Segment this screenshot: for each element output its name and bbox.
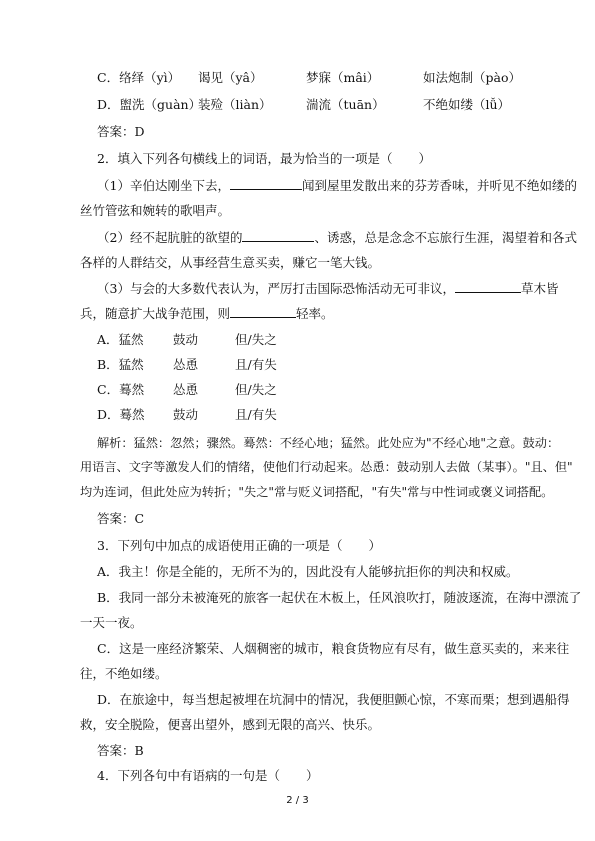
q2-option-c-2: 怂恿 (173, 382, 199, 397)
q2-answer: 答案：C (97, 511, 145, 526)
q2-s1-part-a: （1）辛伯达刚坐下去， (97, 178, 230, 193)
q1-option-d-4: 不绝如缕（lǚ） (423, 97, 511, 112)
q4-stem-close: ） (305, 768, 319, 783)
q2-analysis-line-3: 均为连词，但此处应为转折；"失之"常与贬义词搭配，"有失"常与中性词或褒义词搭配。 (80, 485, 554, 499)
q2-stem (97, 151, 431, 167)
q2-analysis-line-1: 解析：猛然：忽然；骤然。蓦然：不经心地；猛然。此处应为"不经心地"之意。鼓动： (97, 436, 560, 450)
q4-stem-text: 4．下列各句中有语病的一句是（ (97, 768, 280, 783)
q1-option-c-1: C．络绎（yì） (97, 70, 181, 85)
q2-stem-close: ） (418, 151, 431, 166)
q2-s2-blank (242, 230, 314, 242)
q2-option-b-1: B．猛然 (97, 357, 144, 372)
q2-option-a-2: 鼓动 (173, 332, 199, 347)
q3-stem-close: ） (368, 538, 381, 553)
q2-s3-part-c: 兵，随意扩大战争范围，则 (80, 306, 231, 321)
q3-option-d-continued: 救，安全脱险，便喜出望外，感到无限的高兴、快乐。 (80, 717, 381, 732)
q2-stem-text: 2．填入下列各句横线上的词语，最为恰当的一项是（ (97, 151, 393, 166)
q1-option-d-3: 湍流（tuān） (306, 97, 385, 112)
q2-option-d-3: 且/有失 (235, 407, 277, 422)
q2-s3-blank-1 (455, 281, 521, 293)
q2-option-c-1: C．蓦然 (97, 382, 145, 397)
q2-s2-continued: 各样的人群结交，从事经营生意买卖，赚它一笔大钱。 (80, 255, 381, 270)
page-number: 2 / 3 (286, 795, 309, 806)
q1-option-c-4: 如法炮制（pào） (423, 70, 521, 85)
q2-option-a-3: 但/失之 (235, 332, 277, 347)
q2-s1-part-b: 闻到屋里发散出来的芬芳香味，并听见不绝如缕的 (301, 178, 577, 193)
q2-option-b-2: 怂恿 (173, 357, 199, 372)
q2-analysis-line-2: 用语言、文字等激发人们的情绪，使他们行动起来。怂恿：鼓动别人去做（某事）。"且、但" (80, 460, 573, 474)
q2-option-d-1: D．蓦然 (97, 407, 145, 422)
q1-option-d-1: D．盥洗（guàn） (97, 97, 202, 112)
q2-s3-part-a: （3）与会的大多数代表认为，严厉打击国际恐怖活动无可非议， (97, 281, 455, 296)
q2-s3-part-d: 轻率。 (296, 306, 334, 321)
q2-option-b-3: 且/有失 (235, 357, 277, 372)
q3-option-b-continued: 一天一夜。 (80, 615, 143, 630)
q2-s2-part-b: 、诱惑，总是念念不忘旅行生涯，渴望着和各式 (314, 230, 577, 245)
q2-sentence-1 (97, 178, 577, 194)
q2-s1-blank (230, 178, 302, 190)
q3-option-b: B．我同一部分未被淹死的旅客一起伏在木板上，任风浪吹打，随波逐流，在海中漂流了 (97, 590, 582, 605)
q2-s1-continued: 丝竹管弦和婉转的歌唱声。 (80, 203, 231, 218)
q3-stem-text: 3．下列句中加点的成语使用正确的一项是（ (97, 538, 343, 553)
q2-s3-part-b: 草木皆 (520, 281, 559, 296)
q2-s3-blank-2 (230, 306, 296, 318)
q2-option-c-3: 但/失之 (235, 382, 277, 397)
q2-sentence-3 (97, 281, 558, 297)
q3-option-c: C．这是一座经济繁荣、人烟稠密的城市，粮食货物应有尽有，做生意买卖的，来来往 (97, 641, 570, 656)
q2-option-a-1: A．猛然 (97, 332, 144, 347)
q1-answer: 答案：D (97, 124, 145, 139)
q2-s3-continued (80, 306, 334, 322)
q3-option-c-continued: 往，不绝如缕。 (80, 666, 168, 681)
q3-option-a: A．我主！你是全能的，无所不为的，因此没有人能够抗拒你的判决和权威。 (97, 564, 519, 579)
q4-stem (97, 768, 318, 784)
q1-option-d-2: 装殓（liàn） (198, 97, 272, 112)
q3-stem (97, 538, 381, 554)
q2-s2-part-a: （2）经不起肮脏的欲望的 (97, 230, 243, 245)
q3-answer: 答案：B (97, 743, 144, 758)
q1-option-c-3: 梦寐（mâi） (306, 70, 380, 85)
q2-sentence-2 (97, 230, 577, 246)
q2-option-d-2: 鼓动 (173, 407, 199, 422)
q3-option-d: D．在旅途中，每当想起被埋在坑洞中的情况，我便胆颤心惊，不寒而栗；想到遇船得 (97, 692, 570, 707)
q1-option-c-2: 谒见（yâ） (198, 70, 263, 85)
